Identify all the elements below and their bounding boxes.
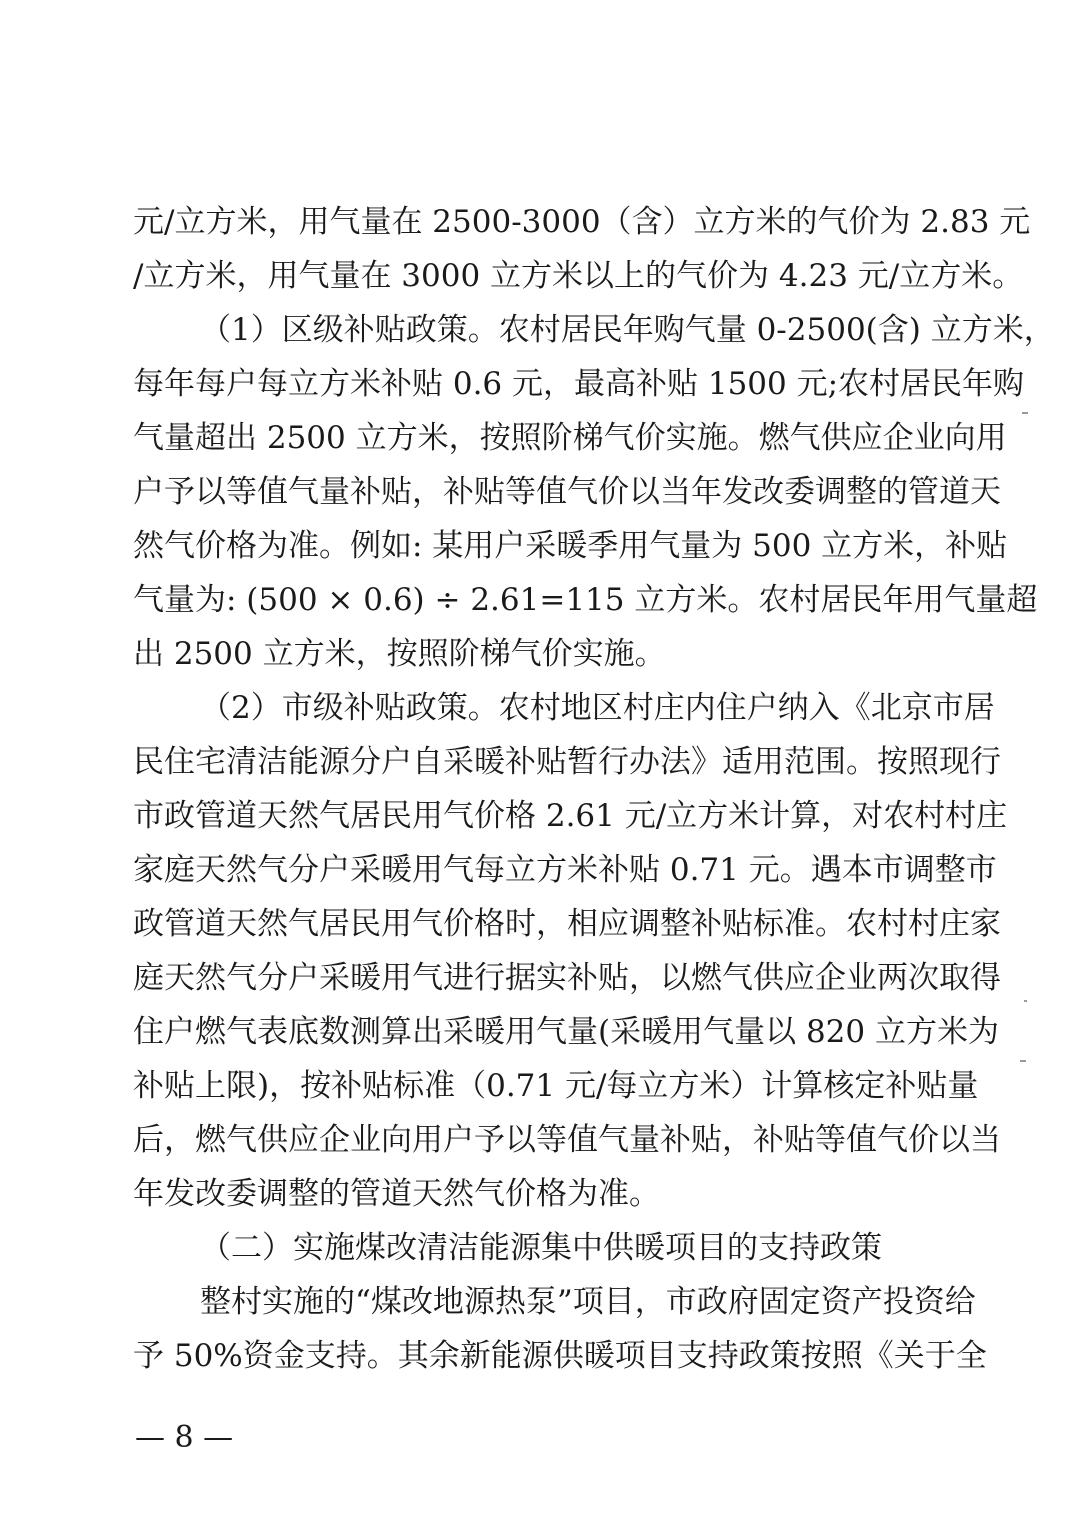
body-line: 后，燃气供应企业向用户予以等值气量补贴，补贴等值气价以当 [133, 1122, 1001, 1158]
page-number: — 8 — [135, 1420, 234, 1455]
scan-mark [1022, 412, 1028, 414]
body-line: 市政管道天然气居民用气价格 2.61 元/立方米计算，对农村村庄 [133, 798, 1008, 834]
scan-mark [1020, 1060, 1026, 1062]
body-line: 庭天然气分户采暖用气进行据实补贴，以燃气供应企业两次取得 [133, 960, 1001, 996]
body-line: 家庭天然气分户采暖用气每立方米补贴 0.71 元。遇本市调整市 [133, 852, 997, 888]
body-line: 补贴上限)，按补贴标准（0.71 元/每立方米）计算核定补贴量 [133, 1068, 979, 1104]
section-heading: （二）实施煤改清洁能源集中供暖项目的支持政策 [200, 1230, 882, 1266]
body-line: 整村实施的“煤改地源热泵”项目，市政府固定资产投资给 [200, 1284, 976, 1320]
body-line: 出 2500 立方米，按照阶梯气价实施。 [133, 636, 666, 672]
body-line: 年发改委调整的管道天然气价格为准。 [133, 1176, 660, 1212]
body-line: 气量为: (500 × 0.6) ÷ 2.61=115 立方米。农村居民年用气量超 [133, 582, 1038, 618]
body-line: 予 50%资金支持。其余新能源供暖项目支持政策按照《关于全 [133, 1338, 987, 1374]
body-line: /立方米，用气量在 3000 立方米以上的气价为 4.23 元/立方米。 [133, 258, 1024, 294]
body-line: 住户燃气表底数测算出采暖用气量(采暖用气量以 820 立方米为 [133, 1014, 999, 1050]
body-line: 然气价格为准。例如: 某用户采暖季用气量为 500 立方米，补贴 [133, 528, 1008, 564]
body-line: 政管道天然气居民用气价格时，相应调整补贴标准。农村村庄家 [133, 906, 1001, 942]
body-line: 气量超出 2500 立方米，按照阶梯气价实施。燃气供应企业向用 [133, 420, 1007, 456]
scan-mark [1024, 1000, 1027, 1002]
body-line: 每年每户每立方米补贴 0.6 元，最高补贴 1500 元;农村居民年购 [133, 366, 1025, 402]
body-line: 民住宅清洁能源分户自采暖补贴暂行办法》适用范围。按照现行 [133, 744, 1001, 780]
body-line: （2）市级补贴政策。农村地区村庄内住户纳入《北京市居 [200, 690, 995, 726]
body-line: 户予以等值气量补贴，补贴等值气价以当年发改委调整的管道天 [133, 474, 1001, 510]
body-line: （1）区级补贴政策。农村居民年购气量 0-2500(含) 立方米， [200, 312, 1055, 348]
body-line: 元/立方米，用气量在 2500-3000（含）立方米的气价为 2.83 元 [133, 204, 1031, 240]
